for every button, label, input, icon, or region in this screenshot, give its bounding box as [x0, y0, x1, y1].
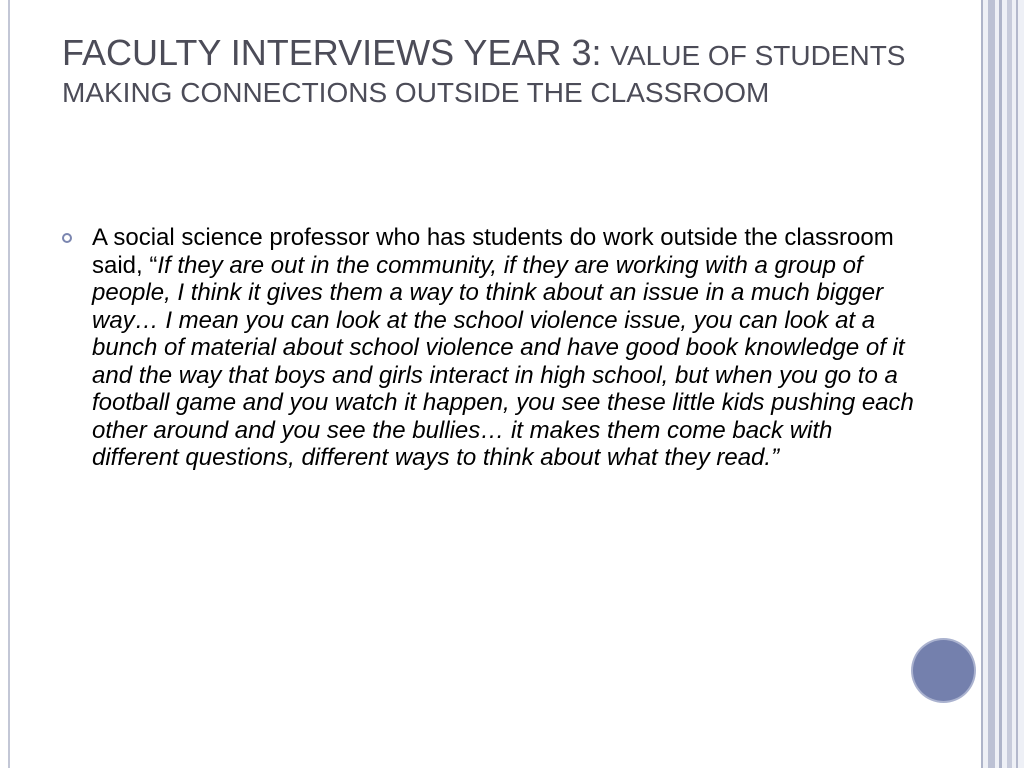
bullet-quote-text: If they are out in the community, if they are working with a group of people, I think it gives them a way to think about an issue in a much bigger way… I mean you can look at the school violence issue, you can look at a bunch of material about school violence and have good book knowledge of it and the way that boys and girls interact in high school, but when you go to a football game and you watch it happen, you see these little kids pushing each other around and you see the bullies… it makes them come back with different questions, different ways to think about what they read.” — [92, 251, 914, 471]
decorative-stripe — [1016, 0, 1018, 768]
decorative-circle — [913, 640, 974, 701]
decorative-stripe — [981, 0, 983, 768]
left-border-line — [8, 0, 10, 768]
decorative-stripe — [1007, 0, 1012, 768]
decorative-stripe — [999, 0, 1002, 768]
bullet-ring-icon — [62, 233, 72, 243]
bullet-item — [92, 224, 914, 472]
title-subtitle: VALUE OF STUDENTS MAKING CONNECTIONS OUTSIDE THE CLASSROOM — [62, 40, 906, 109]
bullet-intro-text: A social science professor who has students do work outside the classroom said, “ — [92, 224, 894, 279]
slide-title — [62, 32, 942, 110]
title-main: FACULTY INTERVIEWS YEAR 3: — [62, 32, 602, 73]
bullet-list — [92, 224, 914, 472]
decorative-stripe — [988, 0, 995, 768]
